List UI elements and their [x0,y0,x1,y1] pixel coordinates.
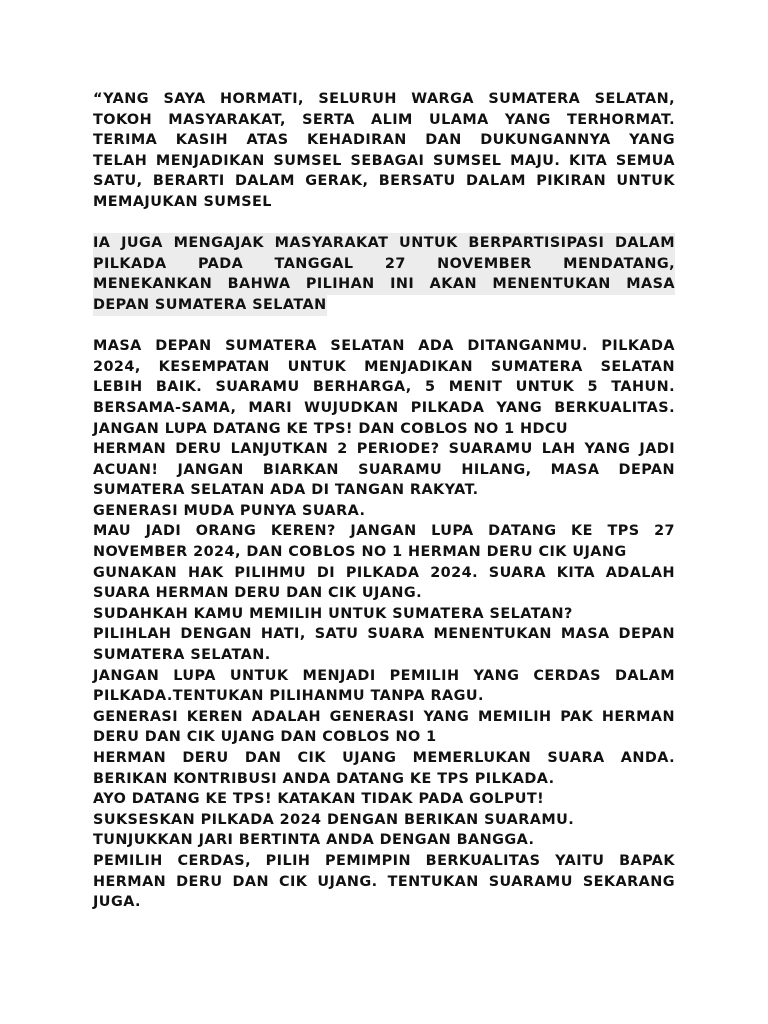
text-line: AYO DATANG KE TPS! KATAKAN TIDAK PADA GOLPUT! [93,791,545,808]
text-line: PEMILIH CERDAS, PILIH PEMIMPIN BERKUALITAS YAITU BAPAK [93,852,675,869]
text-line: TELAH MENJADIKAN SUMSEL SEBAGAI SUMSEL MAJU. KITA SEMUA [93,152,675,169]
text-line: HERMAN DERU DAN CIK UJANG MEMERLUKAN SUARA ANDA. [93,750,675,766]
text-line: MAU JADI ORANG KEREN? JANGAN LUPA DATANG KE TPS 27 [93,523,675,540]
paragraph-greeting [93,89,675,213]
text-line: “YANG SAYA HORMATI, SELURUH WARGA SUMATERA SELATAN, [93,91,675,107]
text-line: SUARA HERMAN DERU DAN CIK UJANG. [93,585,423,602]
text-line: SUMATERA SELATAN ADA DI TANGAN RAKYAT. [93,482,479,499]
text-line: NOVEMBER 2024, DAN COBLOS NO 1 HERMAN DERU CIK UJANG [93,544,627,561]
text-line: BERIKAN KONTRIBUSI ANDA DATANG KE TPS PILKADA. [93,770,555,787]
text-line: SUKSESKAN PILKADA 2024 DENGAN BERIKAN SUARAMU. [93,811,575,828]
text-line: JANGAN LUPA UNTUK MENJADI PEMILIH YANG CERDAS DALAM [93,667,675,684]
document-page [93,89,675,913]
text-line: SATU, BERARTI DALAM GERAK, BERSATU DALAM PIKIRAN UNTUK [93,173,675,190]
text-line: MEMAJUKAN SUMSEL [93,193,272,210]
text-line: GENERASI KEREN ADALAH GENERASI YANG MEMILIH PAK HERMAN [93,708,675,725]
text-line: HERMAN DERU DAN CIK UJANG. TENTUKAN SUARAMU SEKARANG [93,873,675,890]
text-line: PILKADA.TENTUKAN PILIHANMU TANPA RAGU. [93,688,484,705]
text-line: MENEKANKAN BAHWA PILIHAN INI AKAN MENENTUKAN MASA [93,274,675,295]
text-line: JANGAN LUPA DATANG KE TPS! DAN COBLOS NO 1 HDCU [93,420,569,437]
text-line: MASA DEPAN SUMATERA SELATAN ADA DITANGANMU. PILKADA [93,338,675,355]
text-line: GUNAKAN HAK PILIHMU DI PILKADA 2024. SUARA KITA ADALAH [93,564,675,581]
text-line: TERIMA KASIH ATAS KEHADIRAN DAN DUKUNGANNYA YANG [93,132,675,149]
text-line: ACUAN! JANGAN BIARKAN SUARAMU HILANG, MASA DEPAN [93,461,675,478]
text-line: PILIHLAH DENGAN HATI, SATU SUARA MENENTUKAN MASA DEPAN [93,626,675,643]
paragraph-highlighted-invitation [93,233,675,315]
text-line: TOKOH MASYARAKAT, SERTA ALIM ULAMA YANG TERHORMAT. [93,111,675,128]
paragraph-campaign-messages [93,336,675,913]
text-line: 2024, KESEMPATAN UNTUK MENJADIKAN SUMATERA SELATAN [93,358,675,375]
text-line: DEPAN SUMATERA SELATAN [93,295,327,316]
text-line: SUDAHKAH KAMU MEMILIH UNTUK SUMATERA SELATAN? [93,605,573,622]
text-line: IA JUGA MENGAJAK MASYARAKAT UNTUK BERPARTISIPASI DALAM [93,233,675,254]
text-line: BERSAMA-SAMA, MARI WUJUDKAN PILKADA YANG BERKUALITAS. [93,399,675,416]
text-line: PILKADA PADA TANGGAL 27 NOVEMBER MENDATANG, [93,254,675,275]
text-line: GENERASI MUDA PUNYA SUARA. [93,502,366,519]
text-line: SUMATERA SELATAN. [93,647,271,664]
text-line: HERMAN DERU LANJUTKAN 2 PERIODE? SUARAMU LAH YANG JADI [93,441,675,458]
text-line: LEBIH BAIK. SUARAMU BERHARGA, 5 MENIT UNTUK 5 TAHUN. [93,379,675,396]
text-line: JUGA. [93,894,141,911]
text-line: TUNJUKKAN JARI BERTINTA ANDA DENGAN BANGGA. [93,832,535,849]
text-line: DERU DAN CIK UJANG DAN COBLOS NO 1 [93,729,437,746]
